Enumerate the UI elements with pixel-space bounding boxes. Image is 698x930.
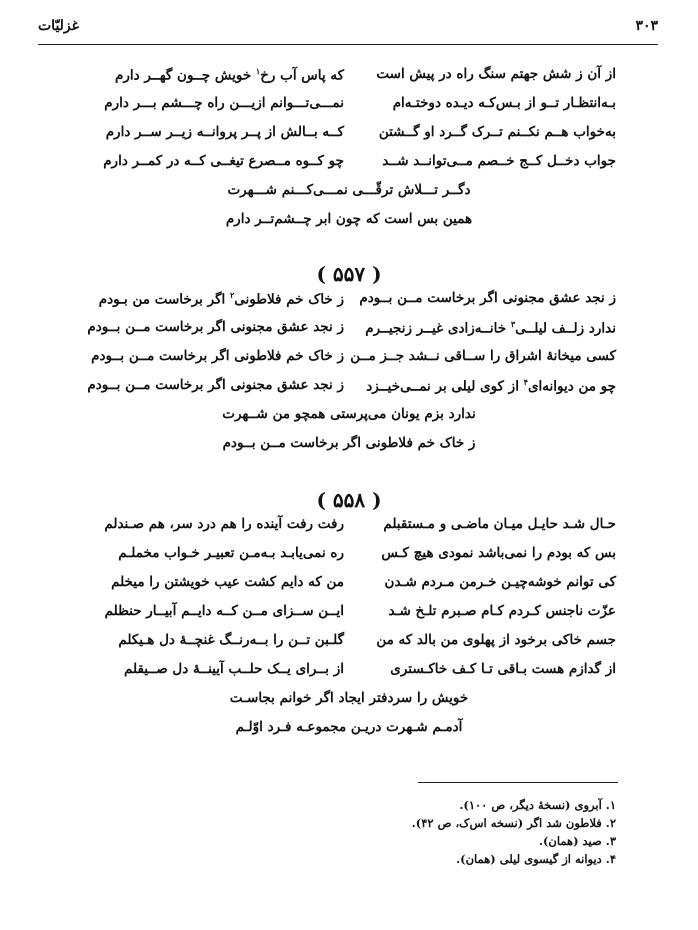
hemistich-2: که پاس آب رخ$^۱$ خویش چــون گهــر دارم	[115, 66, 344, 84]
hemistich-1: از گدازم هست بـاقی تـا کـف خاکـستری	[390, 661, 616, 677]
hemistich-2: از بــرای یــک حلــب آیینــۀ دل صــیقلم	[124, 661, 344, 677]
couplet	[82, 545, 616, 574]
hemistich-1: عزّت ناجنس کـردم کـام صـبرم تلـخ شـد	[388, 603, 616, 619]
couplet	[82, 319, 616, 348]
footnote-marker: ۲	[229, 290, 235, 300]
poem-3	[82, 516, 616, 748]
hemistich-1: ز نجد عشق مجنونی اگر برخاست مــن بــودم	[359, 290, 616, 306]
hemistich-2: چو کــوه مــصرع تیغــی کــه در کمــر دارم	[103, 153, 344, 169]
couplet	[82, 290, 616, 319]
hemistich-1: ندارد زلــف لیلــی$^۳$ خانــه‌زادی غیــر زنجیــرم	[365, 319, 616, 337]
footnote-marker: ۱	[255, 66, 261, 76]
hemistich-2: ز خاک خم فلاطونی اگر برخاست مــن بــودم	[91, 348, 344, 364]
couplet	[82, 603, 616, 632]
footnote: ۲. فلاطون شد اگر (نسخه اس‌ک، ص ۴۲).	[411, 816, 616, 830]
closing-line: همین بس است که چون ابر چــشم‌تــر دارم	[225, 211, 473, 227]
closing-line: خویش را سردفتر ایجاد اگر خوانم بجاسـت	[229, 690, 469, 706]
couplet	[82, 516, 616, 545]
hemistich-2: رفت رفت آینده را هم درد سر، هم صـندلم	[104, 516, 344, 532]
couplet	[82, 377, 616, 406]
hemistich-2: ره نمی‌یابـد بـه‌مـن تعبیـر خـواب مخملـم	[118, 545, 344, 561]
poem-number: ( ۵۵۷ )	[316, 262, 382, 286]
poem-2	[82, 290, 616, 464]
couplet	[82, 95, 616, 124]
couplet	[82, 574, 616, 603]
hemistich-2: نمـــی‌تـــوانم ازیـــن راه چـــشم بـــر دارم	[104, 95, 344, 111]
closing-line: دگــر تـــلاش ترقّـــی نمـــی‌کـــنم شـــهرت	[227, 182, 471, 198]
footnote-marker: ۴	[523, 377, 528, 387]
couplet	[82, 66, 616, 95]
hemistich-1: جسم خاکی برخود از پهلوی من بالد که من	[376, 632, 616, 648]
page-header	[38, 14, 658, 38]
couplet	[82, 124, 616, 153]
closing-line: ندارد بزم یونان می‌پرستی همچو من شــهرت	[222, 406, 476, 422]
hemistich-1: به‌خواب هــم نکــنم تــرک گــرد او گــشتن	[378, 124, 616, 140]
hemistich-2: ز خاک خم فلاطونی$^۲$ اگر برخاست من بـودم	[98, 290, 344, 308]
hemistich-2: ز نجد عشق مجنونی اگر برخاست مــن بــودم	[87, 377, 344, 393]
hemistich-1: جواب دخــل کــج خــصم مــی‌توانــد شــد	[382, 153, 616, 169]
hemistich-2: گلـبن تــن را بــه‌رنــگ غنچــۀ دل هـیکلم	[118, 632, 344, 648]
hemistich-1: چو من دیوانه‌ای$^۴$ از کوی لیلی بر نمــی‌خیــزد	[366, 377, 616, 395]
footnote: ۱. آبروی (نسخۀ دیگر، ص ۱۰۰).	[459, 798, 616, 812]
footnote-divider	[418, 782, 618, 783]
couplet	[82, 632, 616, 661]
hemistich-1: کی توانم خوشه‌چیـن خـرمن مـردم شـدن	[384, 574, 616, 590]
poem-1	[82, 66, 616, 240]
closing-line: ز خاک خم فلاطونی اگر برخاست مــن بــودم	[222, 435, 476, 451]
hemistich-2: ایــن ســزای مــن کــه دایــم آبیــار حنظلم	[104, 603, 344, 619]
hemistich-1: بـه‌انتظـار تــو از بـس‌کـه دیـده دوختـه‌ام	[392, 95, 616, 111]
header-divider	[38, 44, 658, 45]
hemistich-1: از آن ز شش جهتم سنگ راه در پیش است	[376, 66, 616, 82]
couplet	[82, 153, 616, 182]
running-title: غزلیّات	[38, 18, 79, 34]
hemistich-1: حـال شـد حایـل میـان ماضـی و مـستقبلم	[383, 516, 616, 532]
couplet	[82, 348, 616, 377]
hemistich-2: من که دایم کشت عیب خویشتن را میخلم	[111, 574, 344, 590]
hemistich-1: بس که بودم را نمی‌باشد نمودی هیچ کـس	[381, 545, 616, 561]
footnote: ۴. دیوانه از گیسوی لیلی (همان).	[456, 852, 616, 866]
hemistich-1: کسی میخانۀ اشراق را ســاقی نــشد جــز مــن	[350, 348, 616, 364]
footnote: ۳. صید (همان).	[538, 834, 616, 848]
hemistich-2: ز نجد عشق مجنونی اگر برخاست مــن بــودم	[87, 319, 344, 335]
poem-number: ( ۵۵۸ )	[316, 488, 382, 512]
couplet	[82, 661, 616, 690]
hemistich-2: کــه بــالش از پــر پروانــه زیــر ســر دارم	[105, 124, 344, 140]
footnotes	[316, 796, 616, 868]
closing-line: آدمـم شـهرت دریـن مجموعـه فـرد اوّلـم	[235, 719, 463, 735]
page-number: ۳۰۳	[635, 18, 658, 34]
footnote-marker: ۳	[510, 319, 516, 329]
